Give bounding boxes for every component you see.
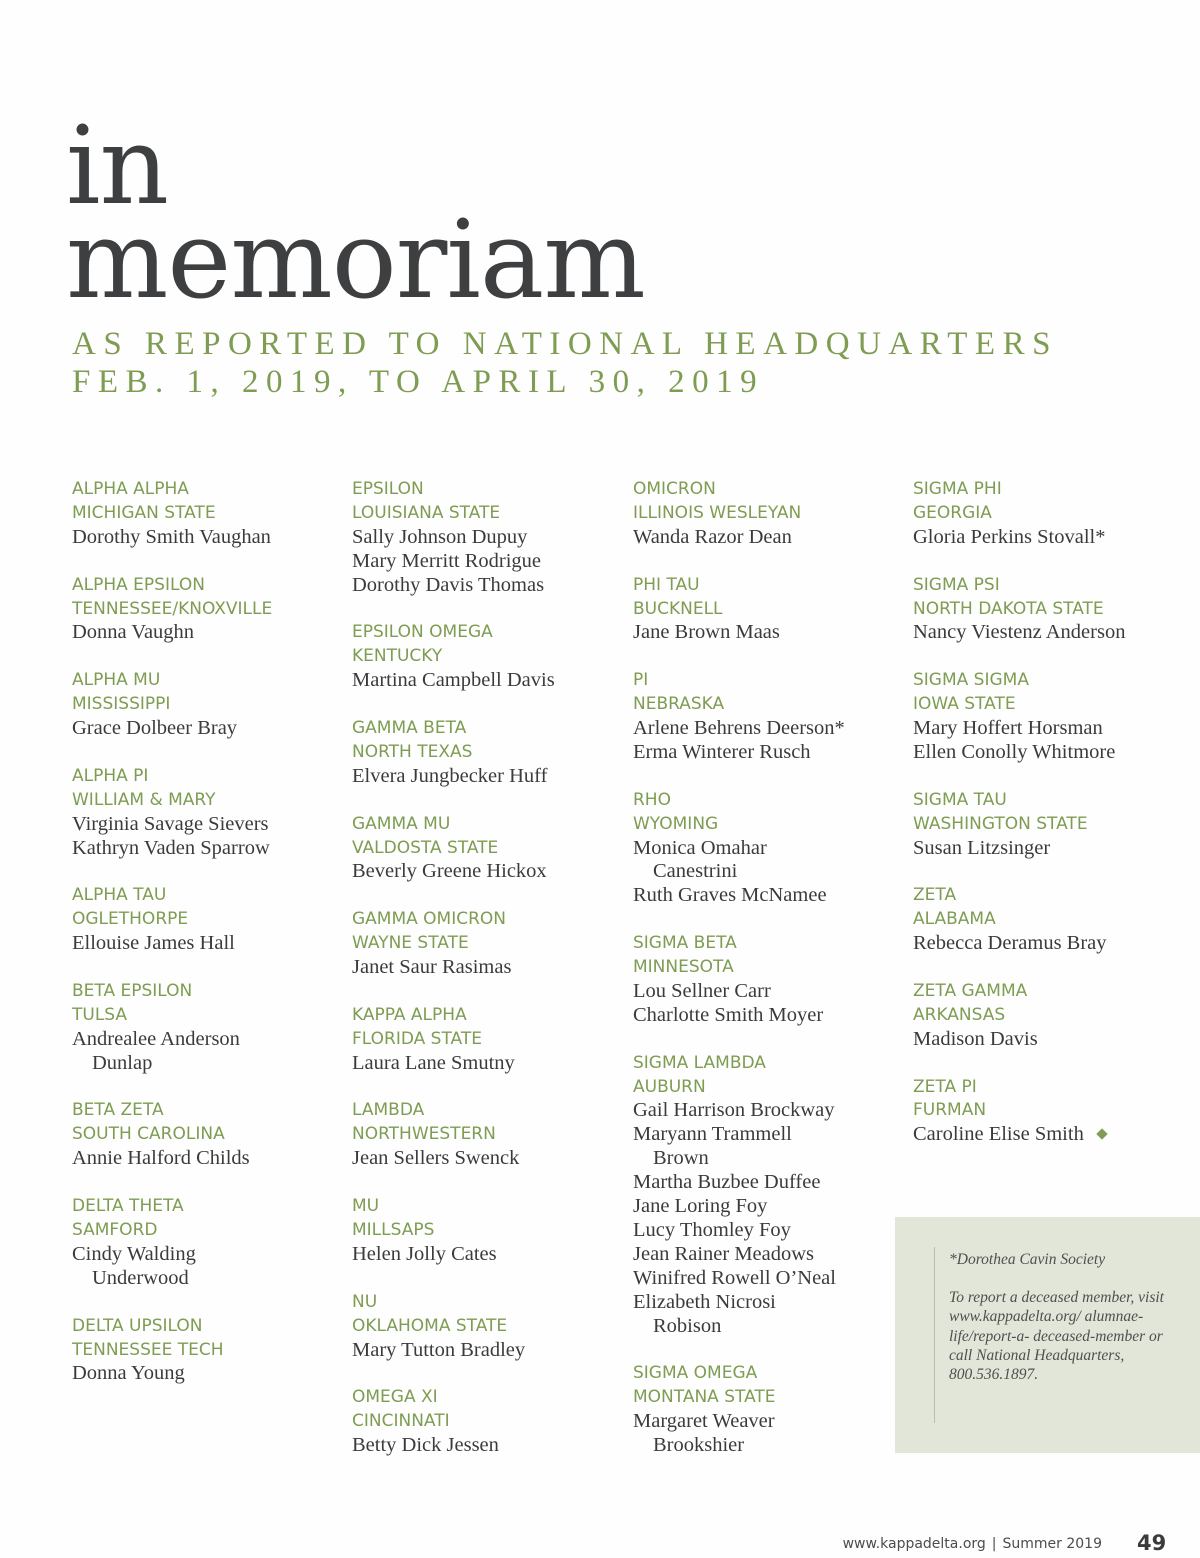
chapter-group bbox=[913, 1076, 1181, 1148]
member-name-text: Cindy Walding bbox=[72, 1242, 196, 1265]
chapter-name: PI bbox=[633, 670, 649, 691]
note-society: *Dorothea Cavin Society bbox=[949, 1251, 1106, 1268]
member-name-text: Martina Campbell Davis bbox=[352, 669, 555, 692]
member-name bbox=[72, 837, 340, 861]
member-name-text: Annie Halford Childs bbox=[72, 1147, 250, 1170]
chapter-name: ALPHA PI bbox=[72, 765, 149, 786]
member-name bbox=[633, 860, 901, 884]
member-name-text: Lou Sellner Carr bbox=[633, 979, 771, 1002]
member-name-text: Nancy Viestenz Anderson bbox=[913, 621, 1126, 644]
member-name bbox=[633, 717, 901, 741]
member-name bbox=[633, 741, 901, 765]
member-name bbox=[72, 1243, 340, 1267]
chapter-name: LAMBDA bbox=[352, 1100, 425, 1121]
chapter-name: ALPHA MU bbox=[72, 670, 161, 691]
member-name bbox=[633, 1099, 901, 1123]
subtitle-date-range: FEB. 1, 2019, TO APRIL 30, 2019 bbox=[72, 364, 765, 400]
memorial-column-3 bbox=[633, 478, 901, 1482]
member-name bbox=[633, 1315, 901, 1339]
school-name: ALABAMA bbox=[913, 909, 996, 930]
chapter-group bbox=[633, 669, 901, 765]
member-name-text: Helen Jolly Cates bbox=[352, 1242, 497, 1265]
school-name: OGLETHORPE bbox=[72, 909, 189, 930]
school-name: KENTUCKY bbox=[352, 646, 443, 667]
memorial-column-1 bbox=[72, 478, 340, 1410]
member-name bbox=[913, 717, 1181, 741]
member-name bbox=[72, 717, 340, 741]
school-name: TENNESSEE/KNOXVILLE bbox=[72, 598, 273, 619]
school-name: SAMFORD bbox=[72, 1219, 158, 1240]
member-name-text: Jane Brown Maas bbox=[633, 621, 780, 644]
member-name bbox=[633, 1267, 901, 1291]
member-name-text: Gail Harrison Brockway bbox=[633, 1099, 835, 1122]
member-name-text: Brookshier bbox=[653, 1434, 745, 1457]
member-name bbox=[633, 1410, 901, 1434]
member-name-text: Laura Lane Smutny bbox=[352, 1051, 515, 1074]
note-text bbox=[949, 1250, 1169, 1384]
member-name bbox=[352, 1052, 620, 1076]
member-name-text: Sally Johnson Dupuy bbox=[352, 525, 528, 548]
chapter-name: BETA EPSILON bbox=[72, 980, 193, 1001]
school-name: MONTANA STATE bbox=[633, 1387, 776, 1408]
school-name: ARKANSAS bbox=[913, 1004, 1006, 1025]
chapter-group bbox=[913, 669, 1181, 765]
chapter-group bbox=[913, 884, 1181, 956]
chapter-name: SIGMA LAMBDA bbox=[633, 1052, 766, 1073]
chapter-name: ALPHA EPSILON bbox=[72, 574, 205, 595]
school-name: WAYNE STATE bbox=[352, 933, 469, 954]
member-name bbox=[352, 1147, 620, 1171]
chapter-name: PHI TAU bbox=[633, 574, 700, 595]
page-footer bbox=[843, 1536, 1102, 1552]
member-name bbox=[72, 1267, 340, 1291]
school-name: ILLINOIS WESLEYAN bbox=[633, 502, 802, 523]
school-name: MISSISSIPPI bbox=[72, 694, 171, 715]
chapter-name: RHO bbox=[633, 789, 671, 810]
member-name-text: Dorothy Davis Thomas bbox=[352, 573, 545, 596]
member-name-text: Rebecca Deramus Bray bbox=[913, 932, 1107, 955]
member-name-text: Wanda Razor Dean bbox=[633, 525, 792, 548]
chapter-group bbox=[352, 478, 620, 598]
member-name bbox=[72, 1147, 340, 1171]
chapter-group bbox=[72, 478, 340, 550]
school-name: SOUTH CAROLINA bbox=[72, 1124, 225, 1145]
school-name: CINCINNATI bbox=[352, 1411, 450, 1432]
member-name-text: Robison bbox=[653, 1314, 722, 1337]
school-name: NEBRASKA bbox=[633, 694, 725, 715]
member-name bbox=[72, 813, 340, 837]
footer-issue: Summer 2019 bbox=[1002, 1536, 1102, 1552]
chapter-group bbox=[913, 478, 1181, 550]
member-name bbox=[352, 1339, 620, 1363]
chapter-group bbox=[913, 980, 1181, 1052]
chapter-name: GAMMA MU bbox=[352, 813, 451, 834]
member-name-text: Susan Litzsinger bbox=[913, 836, 1051, 859]
chapter-name: ZETA bbox=[913, 885, 957, 906]
member-name bbox=[352, 574, 620, 598]
member-name bbox=[352, 550, 620, 574]
member-name-text: Donna Vaughn bbox=[72, 621, 195, 644]
member-name bbox=[913, 621, 1181, 645]
member-name-text: Jean Sellers Swenck bbox=[352, 1147, 520, 1170]
school-name: BUCKNELL bbox=[633, 598, 723, 619]
member-name-text: Beverly Greene Hickox bbox=[352, 860, 547, 883]
member-name-text: Kathryn Vaden Sparrow bbox=[72, 836, 270, 859]
chapter-group bbox=[633, 1362, 901, 1458]
member-name bbox=[633, 1291, 901, 1315]
member-name-text: Janet Saur Rasimas bbox=[352, 956, 512, 979]
chapter-name: SIGMA PSI bbox=[913, 574, 1000, 595]
chapter-name: SIGMA OMEGA bbox=[633, 1363, 758, 1384]
memorial-column-2 bbox=[352, 478, 620, 1482]
member-name-text: Grace Dolbeer Bray bbox=[72, 717, 238, 740]
chapter-group bbox=[633, 478, 901, 550]
chapter-name: MU bbox=[352, 1196, 380, 1217]
page-number: 49 bbox=[1137, 1531, 1167, 1555]
chapter-group bbox=[352, 1099, 620, 1171]
chapter-group bbox=[352, 717, 620, 789]
member-name-text: Arlene Behrens Deerson* bbox=[633, 717, 845, 740]
chapter-name: DELTA UPSILON bbox=[72, 1315, 203, 1336]
school-name: AUBURN bbox=[633, 1076, 706, 1097]
school-name: TENNESSEE TECH bbox=[72, 1339, 224, 1360]
member-name-text: Madison Davis bbox=[913, 1027, 1038, 1050]
member-name-text: Maryann Trammell bbox=[633, 1123, 792, 1146]
school-name: MICHIGAN STATE bbox=[72, 502, 216, 523]
chapter-name: ZETA GAMMA bbox=[913, 980, 1028, 1001]
chapter-group bbox=[352, 1291, 620, 1363]
chapter-name: ALPHA ALPHA bbox=[72, 479, 189, 499]
member-name-text: Caroline Elise Smith bbox=[913, 1123, 1084, 1146]
member-name bbox=[352, 956, 620, 980]
chapter-name: DELTA THETA bbox=[72, 1196, 184, 1217]
chapter-name: SIGMA SIGMA bbox=[913, 670, 1029, 691]
member-name bbox=[72, 1028, 340, 1052]
member-name bbox=[633, 1147, 901, 1171]
school-name: LOUISIANA STATE bbox=[352, 502, 501, 523]
member-name bbox=[352, 1434, 620, 1458]
chapter-name: OMEGA XI bbox=[352, 1387, 438, 1408]
member-name bbox=[352, 669, 620, 693]
chapter-group bbox=[633, 1052, 901, 1339]
school-name: MINNESOTA bbox=[633, 957, 734, 978]
member-name bbox=[352, 860, 620, 884]
school-name: VALDOSTA STATE bbox=[352, 837, 499, 858]
end-diamond-icon bbox=[1096, 1129, 1107, 1140]
member-name bbox=[352, 526, 620, 550]
chapter-group bbox=[352, 1195, 620, 1267]
member-name-text: Jane Loring Foy bbox=[633, 1195, 768, 1218]
memorial-column-4 bbox=[913, 478, 1181, 1171]
member-name-text: Ellen Conolly Whitmore bbox=[913, 740, 1116, 763]
member-name bbox=[913, 932, 1181, 956]
member-name bbox=[352, 1243, 620, 1267]
member-name-text: Mary Hoffert Horsman bbox=[913, 717, 1103, 740]
chapter-group bbox=[72, 765, 340, 861]
chapter-name: EPSILON OMEGA bbox=[352, 622, 493, 643]
member-name-text: Virginia Savage Sievers bbox=[72, 812, 269, 835]
member-name bbox=[633, 1171, 901, 1195]
member-name-text: Martha Buzbee Duffee bbox=[633, 1171, 821, 1194]
chapter-name: SIGMA BETA bbox=[633, 933, 737, 954]
member-name-text: Erma Winterer Rusch bbox=[633, 740, 811, 763]
member-name-text: Mary Tutton Bradley bbox=[352, 1338, 526, 1361]
member-name-text: Elvera Jungbecker Huff bbox=[352, 764, 548, 787]
member-name bbox=[913, 741, 1181, 765]
school-name: WYOMING bbox=[633, 813, 719, 834]
member-name-text: Winifred Rowell O’Neal bbox=[633, 1266, 836, 1289]
school-name: WASHINGTON STATE bbox=[913, 813, 1088, 834]
member-name bbox=[913, 1123, 1181, 1147]
school-name: WILLIAM & MARY bbox=[72, 789, 216, 810]
chapter-name: GAMMA BETA bbox=[352, 718, 467, 739]
note-report-instructions: To report a deceased member, visit www.kappadelta.org/ alumnae-life/report-a- deceased-member or call National Headquarters, 800.536.1897. bbox=[949, 1289, 1164, 1384]
member-name bbox=[72, 1362, 340, 1386]
school-name: GEORGIA bbox=[913, 502, 992, 523]
member-name bbox=[72, 621, 340, 645]
chapter-group bbox=[352, 621, 620, 693]
member-name-text: Margaret Weaver bbox=[633, 1410, 775, 1433]
chapter-group bbox=[72, 1315, 340, 1387]
member-name-text: Brown bbox=[653, 1147, 709, 1170]
footer-website[interactable]: www.kappadelta.org bbox=[842, 1536, 986, 1552]
school-name: MILLSAPS bbox=[352, 1219, 435, 1240]
chapter-name: BETA ZETA bbox=[72, 1100, 164, 1121]
school-name: NORTH TEXAS bbox=[352, 741, 473, 762]
member-name bbox=[72, 526, 340, 550]
chapter-group bbox=[352, 1004, 620, 1076]
subtitle-reported: AS REPORTED TO NATIONAL HEADQUARTERS bbox=[72, 326, 1058, 362]
chapter-name: NU bbox=[352, 1291, 378, 1312]
member-name bbox=[633, 1123, 901, 1147]
member-name bbox=[72, 1052, 340, 1076]
page-title bbox=[66, 104, 645, 323]
chapter-group bbox=[72, 574, 340, 646]
member-name bbox=[913, 1028, 1181, 1052]
member-name-text: Andrealee Anderson bbox=[72, 1027, 240, 1050]
title-line-memoriam: memoriam bbox=[66, 198, 645, 323]
chapter-name: ALPHA TAU bbox=[72, 885, 167, 906]
member-name-text: Ellouise James Hall bbox=[72, 932, 235, 955]
chapter-group bbox=[72, 1099, 340, 1171]
note-divider-rule bbox=[934, 1247, 935, 1423]
chapter-group bbox=[913, 789, 1181, 861]
member-name bbox=[633, 621, 901, 645]
member-name-text: Mary Merritt Rodrigue bbox=[352, 549, 542, 572]
member-name-text: Lucy Thomley Foy bbox=[633, 1219, 791, 1242]
chapter-name: SIGMA PHI bbox=[913, 479, 1002, 499]
member-name bbox=[633, 980, 901, 1004]
member-name bbox=[633, 1195, 901, 1219]
chapter-group bbox=[72, 884, 340, 956]
school-name: NORTHWESTERN bbox=[352, 1124, 496, 1145]
chapter-group bbox=[633, 789, 901, 909]
chapter-name: GAMMA OMICRON bbox=[352, 909, 507, 930]
chapter-group bbox=[72, 669, 340, 741]
member-name bbox=[633, 1004, 901, 1028]
chapter-name: ZETA PI bbox=[913, 1076, 977, 1097]
member-name bbox=[633, 884, 901, 908]
member-name-text: Monica Omahar bbox=[633, 836, 767, 859]
member-name-text: Betty Dick Jessen bbox=[352, 1434, 499, 1457]
chapter-group bbox=[72, 1195, 340, 1291]
chapter-group bbox=[352, 813, 620, 885]
footer-separator: | bbox=[991, 1536, 997, 1552]
member-name-text: Jean Rainer Meadows bbox=[633, 1242, 815, 1265]
chapter-group bbox=[633, 574, 901, 646]
school-name: IOWA STATE bbox=[913, 694, 1016, 715]
chapter-group bbox=[352, 1386, 620, 1458]
member-name-text: Gloria Perkins Stovall* bbox=[913, 525, 1106, 548]
member-name-text: Ruth Graves McNamee bbox=[633, 884, 827, 907]
member-name bbox=[633, 1243, 901, 1267]
member-name-text: Charlotte Smith Moyer bbox=[633, 1003, 824, 1026]
member-name-text: Donna Young bbox=[72, 1362, 185, 1385]
member-name-text: Dorothy Smith Vaughan bbox=[72, 525, 271, 548]
member-name-text: Elizabeth Nicrosi bbox=[633, 1290, 776, 1313]
member-name bbox=[633, 1434, 901, 1458]
title-line-in: in bbox=[66, 104, 169, 229]
school-name: FLORIDA STATE bbox=[352, 1028, 482, 1049]
member-name bbox=[633, 837, 901, 861]
chapter-group bbox=[72, 980, 340, 1076]
school-name: OKLAHOMA STATE bbox=[352, 1315, 508, 1336]
member-name bbox=[913, 526, 1181, 550]
chapter-group bbox=[633, 932, 901, 1028]
member-name-text: Canestrini bbox=[653, 860, 738, 883]
member-name bbox=[72, 932, 340, 956]
chapter-name: OMICRON bbox=[633, 479, 716, 499]
school-name: FURMAN bbox=[913, 1100, 987, 1121]
chapter-name: SIGMA TAU bbox=[913, 789, 1007, 810]
member-name bbox=[913, 837, 1181, 861]
member-name bbox=[352, 765, 620, 789]
chapter-group bbox=[913, 574, 1181, 646]
school-name: NORTH DAKOTA STATE bbox=[913, 598, 1104, 619]
chapter-group bbox=[352, 908, 620, 980]
member-name-text: Dunlap bbox=[92, 1051, 153, 1074]
chapter-name: KAPPA ALPHA bbox=[352, 1004, 467, 1025]
school-name: TULSA bbox=[72, 1004, 128, 1025]
member-name bbox=[633, 526, 901, 550]
chapter-name: EPSILON bbox=[352, 479, 424, 499]
member-name-text: Underwood bbox=[92, 1266, 189, 1289]
member-name bbox=[633, 1219, 901, 1243]
